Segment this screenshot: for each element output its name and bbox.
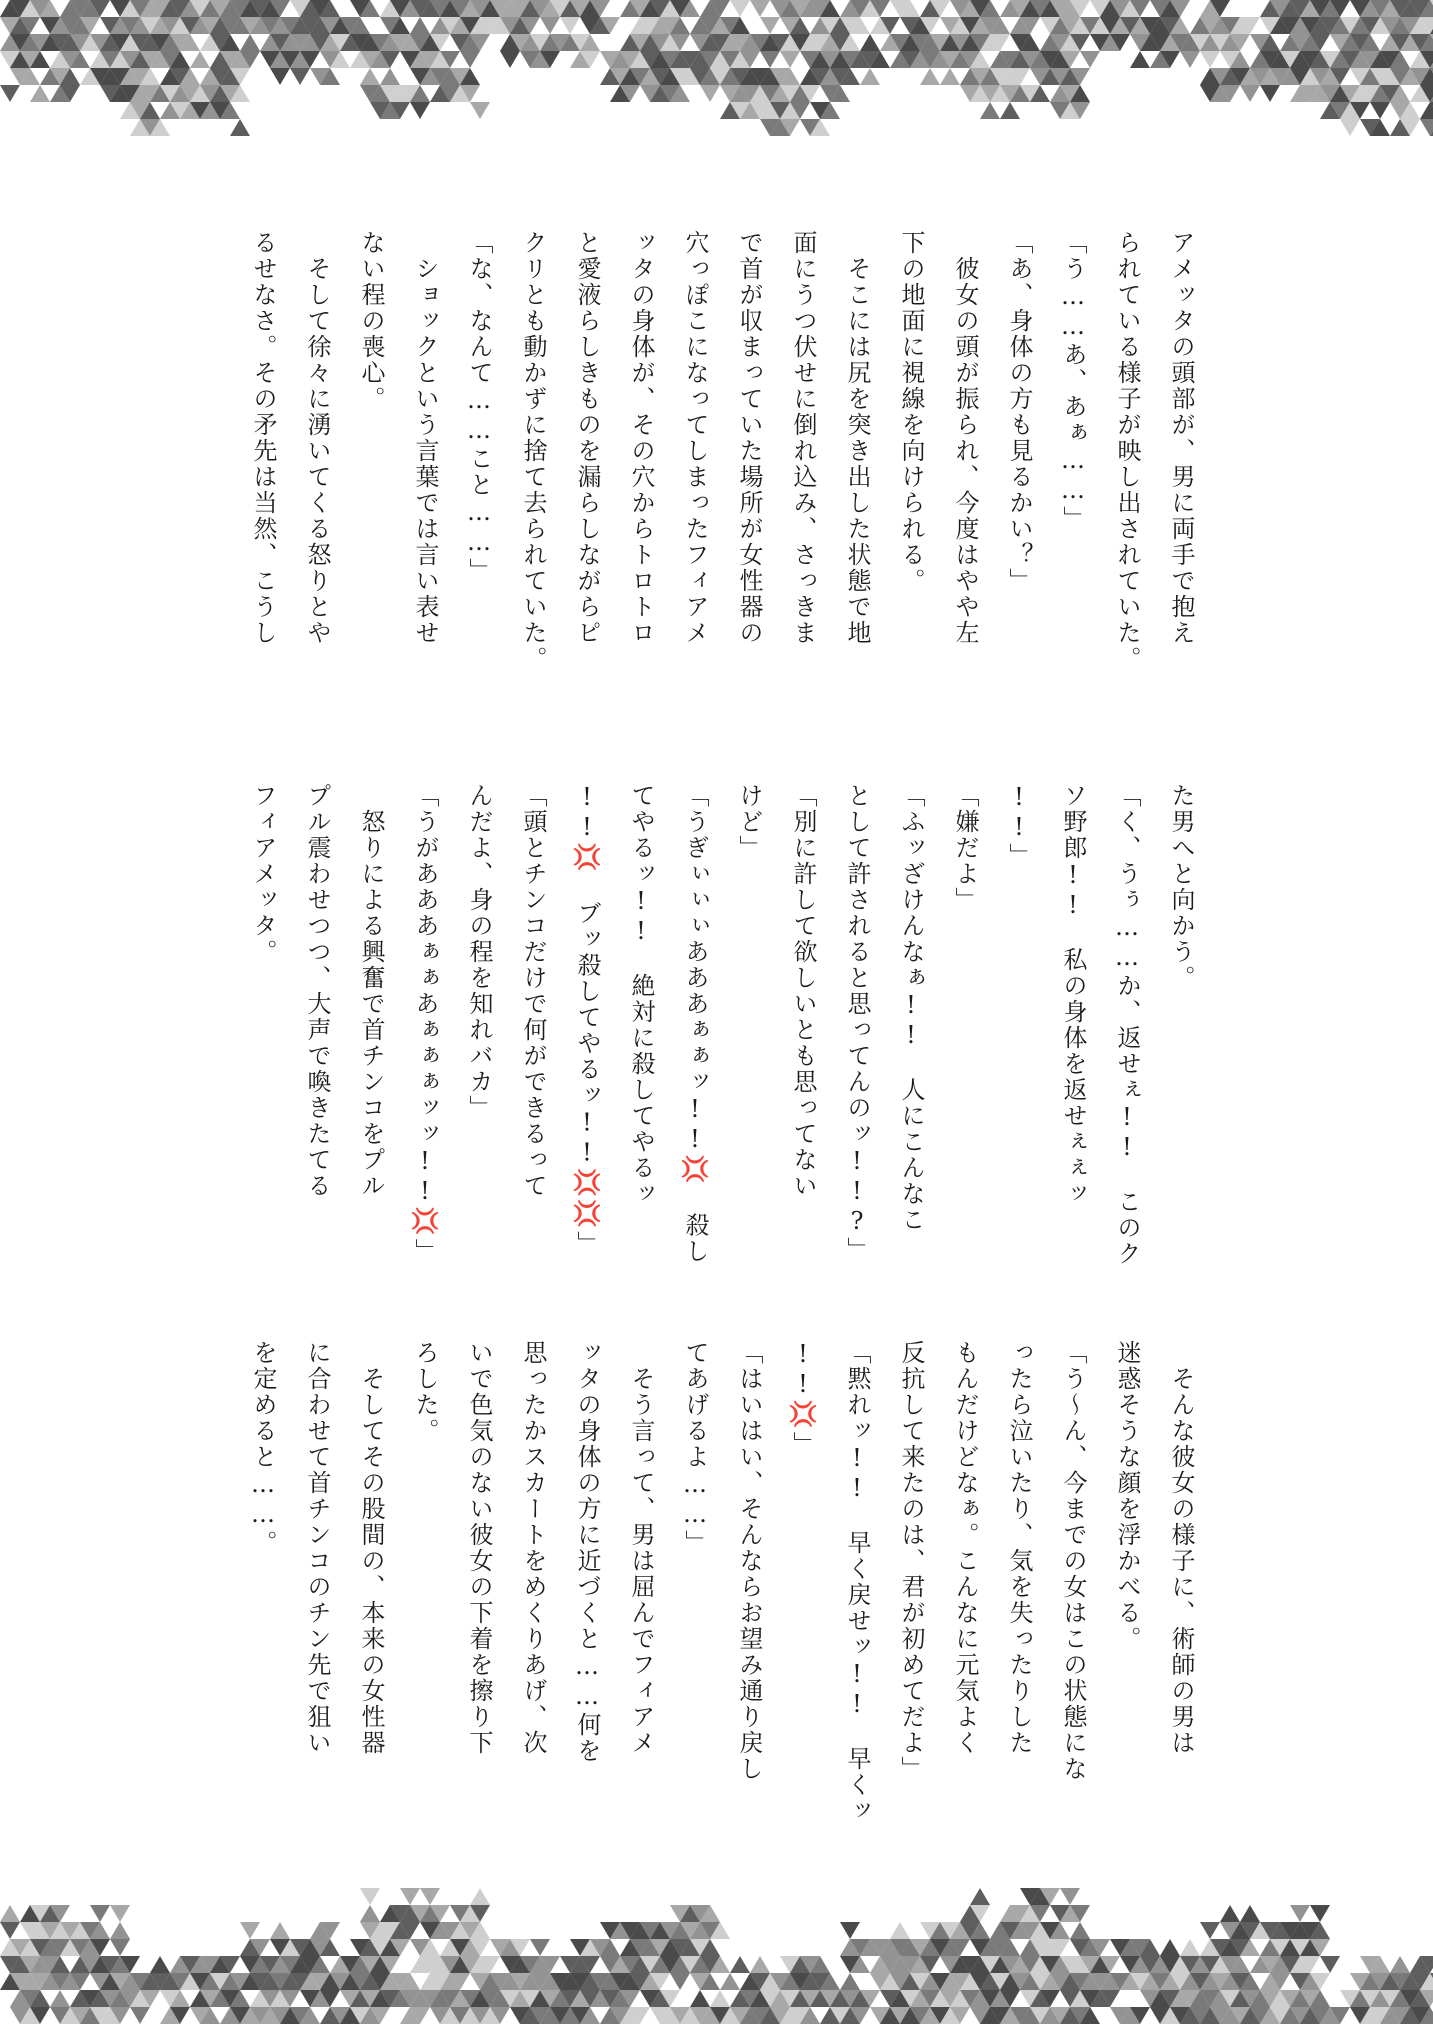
pattern-triangle: [150, 1956, 170, 1973]
text-line: んだよ、身の程を知れバカ」: [465, 783, 493, 1121]
pattern-triangle: [360, 1905, 380, 1922]
pattern-triangle: [240, 1922, 260, 1939]
pattern-triangle: [1310, 1905, 1330, 1922]
pattern-triangle: [920, 68, 940, 85]
pattern-triangle: [290, 68, 310, 85]
text-line: そこには尻を突き出した状態で地: [843, 230, 871, 646]
text-line: 「う……あ、あぁ……」: [1059, 230, 1087, 532]
text-line: を定めると……。: [249, 1340, 277, 1556]
text-line: フィアメッタ。: [249, 783, 277, 965]
pattern-triangle: [130, 2007, 150, 2024]
text-line: 「ふッざけんなぁ!! 人にこんなこ: [897, 783, 925, 1233]
text-line: アメッタの頭部が、男に両手で抱え: [1167, 230, 1195, 646]
pattern-triangle: [670, 1973, 690, 1990]
decorative-triangle-border-top: [0, 0, 1433, 140]
pattern-triangle: [1420, 102, 1433, 119]
pattern-triangle: [970, 1888, 990, 1905]
text-line: ッタの身体が、その穴からトロトロ: [627, 230, 655, 646]
pattern-triangle: [890, 1922, 910, 1939]
text-line: 「あ、身体の方も見るかい？」: [1005, 230, 1033, 594]
pattern-triangle: [690, 1990, 710, 2007]
pattern-triangle: [1180, 51, 1200, 68]
pattern-triangle: [1180, 1939, 1200, 1956]
text-line: 下の地面に視線を向けられる。: [897, 230, 925, 594]
pattern-triangle: [1160, 1939, 1180, 1956]
text-line: ソ野郎!! 私の身体を返せぇぇッ: [1059, 783, 1087, 1207]
pattern-triangle: [410, 17, 430, 34]
text-line: に合わせて首チンコのチン先で狙い: [303, 1340, 331, 1756]
pattern-triangle: [860, 34, 880, 51]
pattern-triangle: [110, 1939, 130, 1956]
pattern-triangle: [1240, 85, 1260, 102]
text-line: プル震わせつつ、大声で喚きたてる: [303, 783, 331, 1199]
text-line: ったら泣いたり、気を失ったりした: [1005, 1340, 1033, 1756]
text-line: 面にうつ伏せに倒れ込み、さっきま: [789, 230, 817, 646]
text-line: ッタの身体の方に近づくと……何を: [573, 1340, 601, 1764]
pattern-triangle: [360, 68, 380, 85]
text-line: られている様子が映し出されていた。: [1113, 230, 1141, 672]
text-line: と愛液らしきものを漏らしながらピ: [573, 230, 601, 646]
pattern-triangle: [860, 68, 880, 85]
pattern-triangle: [110, 1922, 130, 1939]
pattern-triangle: [1080, 51, 1100, 68]
text-line: そして徐々に湧いてくる怒りとや: [303, 230, 331, 646]
text-line: そしてその股間の、本来の女性器: [357, 1340, 385, 1756]
text-line: !!」: [1005, 783, 1033, 869]
pattern-triangle: [710, 1990, 730, 2007]
pattern-triangle: [0, 85, 20, 102]
text-line: いで色気のない彼女の下着を擦り下: [465, 1340, 493, 1756]
pattern-triangle: [730, 1956, 750, 1973]
pattern-triangle: [420, 1888, 440, 1905]
text-line: 迷惑そうな顔を浮かべる。: [1113, 1340, 1141, 1652]
text-line: 反抗して来たのは、君が初めてだよ」: [897, 1340, 925, 1782]
text-line: ショックという言葉では言い表せ: [411, 230, 439, 646]
pattern-triangle: [110, 1905, 130, 1922]
pattern-triangle: [500, 51, 520, 68]
text-block-upper: [236, 230, 1208, 750]
pattern-triangle: [1060, 1888, 1080, 1905]
text-line: 「別に許して欲しいとも思ってない: [789, 783, 817, 1199]
pattern-triangle: [380, 68, 400, 85]
pattern-triangle: [530, 1939, 550, 1956]
text-line: 「頭とチンコだけで何ができるって: [519, 783, 547, 1199]
pattern-triangle: [1370, 102, 1390, 119]
pattern-triangle: [1420, 119, 1433, 136]
pattern-triangle: [460, 51, 480, 68]
pattern-triangle: [1200, 51, 1220, 68]
pattern-triangle: [400, 1888, 420, 1905]
pattern-triangle: [410, 102, 430, 119]
text-line: 「うぎぃぃぃあああぁぁッ!!💢 殺し: [681, 783, 709, 1265]
text-line: 思ったかスカートをめくりあげ、次: [519, 1340, 547, 1756]
pattern-triangle: [760, 51, 780, 68]
text-line: 怒りによる興奮で首チンコをプル: [357, 783, 385, 1199]
pattern-triangle: [30, 85, 50, 102]
pattern-triangle: [1390, 1956, 1410, 1973]
pattern-triangle: [190, 51, 210, 68]
pattern-triangle: [1290, 1905, 1310, 1922]
pattern-triangle: [1240, 1905, 1260, 1922]
text-line: てやるッ!! 絶対に殺してやるッ: [627, 783, 655, 1207]
pattern-triangle: [50, 1990, 70, 2007]
text-line: てあげるよ……」: [681, 1340, 709, 1556]
text-line: ない程の喪心。: [357, 230, 385, 412]
pattern-triangle: [780, 51, 800, 68]
text-block-middle: [236, 783, 1208, 1303]
text-line: るせなさ。その矛先は当然、こうし: [249, 230, 277, 646]
text-line: 「黙れッ!! 早く戻せッ!! 早くッ: [843, 1340, 871, 1824]
pattern-triangle: [270, 1922, 290, 1939]
text-line: 「嫌だよ」: [951, 783, 979, 913]
pattern-triangle: [270, 68, 290, 85]
pattern-triangle: [240, 34, 260, 51]
text-line: 彼女の頭が振られ、今度はやや左: [951, 230, 979, 646]
pattern-triangle: [940, 68, 960, 85]
pattern-triangle: [840, 1922, 860, 1939]
text-line: 穴っぽこになってしまったフィアメ: [681, 230, 709, 646]
text-line: 「な、なんて……こと……」: [465, 230, 493, 584]
pattern-triangle: [1000, 102, 1020, 119]
text-line: クリとも動かずに捨て去られていた。: [519, 230, 547, 672]
pattern-triangle: [1130, 51, 1150, 68]
text-line: として許されると思ってんのッ!!?」: [843, 783, 871, 1263]
pattern-triangle: [1220, 1905, 1240, 1922]
pattern-triangle: [560, 17, 580, 34]
pattern-triangle: [470, 102, 490, 119]
text-line: 「う～ん、今までの女はこの状態にな: [1059, 1340, 1087, 1782]
pattern-triangle: [1320, 1956, 1340, 1973]
text-line: そう言って、男は屈んでフィアメ: [627, 1340, 655, 1756]
pattern-triangle: [980, 102, 1000, 119]
pattern-triangle: [750, 0, 770, 17]
pattern-triangle: [470, 1888, 490, 1905]
text-line: けど」: [735, 783, 763, 861]
text-line: もんだけどなぁ。こんなに元気よく: [951, 1340, 979, 1756]
pattern-triangle: [700, 85, 720, 102]
text-line: 「はいはい、そんならお望み通り戻し: [735, 1340, 763, 1782]
text-line: で首が収まっていた場所が女性器の: [735, 230, 763, 646]
pattern-triangle: [1340, 119, 1360, 136]
pattern-triangle: [230, 119, 250, 136]
text-line: !!💢」: [789, 1340, 817, 1458]
text-line: そんな彼女の様子に、術師の男は: [1167, 1340, 1195, 1756]
pattern-triangle: [760, 17, 780, 34]
pattern-triangle: [0, 1905, 20, 1922]
pattern-triangle: [1200, 1922, 1220, 1939]
pattern-triangle: [1260, 85, 1280, 102]
text-line: た男へと向かう。: [1167, 783, 1195, 991]
pattern-triangle: [840, 1973, 860, 1990]
text-line: 「うがあああぁぁあぁぁぁッッ!!💢」: [411, 783, 439, 1265]
text-line: ろした。: [411, 1340, 439, 1444]
pattern-triangle: [730, 0, 750, 17]
pattern-triangle: [0, 1922, 20, 1939]
pattern-triangle: [1070, 1922, 1090, 1939]
text-line: !!💢 ブッ殺してやるッ!!💢💢」: [573, 783, 601, 1257]
decorative-triangle-border-bottom: [0, 1884, 1433, 2024]
pattern-triangle: [540, 17, 560, 34]
pattern-triangle: [90, 1905, 110, 1922]
pattern-triangle: [720, 1973, 740, 1990]
text-block-lower: [236, 1340, 1208, 1860]
text-line: 「く、うぅ……か、返せぇ!! このク: [1113, 783, 1141, 1267]
pattern-triangle: [360, 1888, 380, 1905]
pattern-triangle: [750, 1956, 770, 1973]
